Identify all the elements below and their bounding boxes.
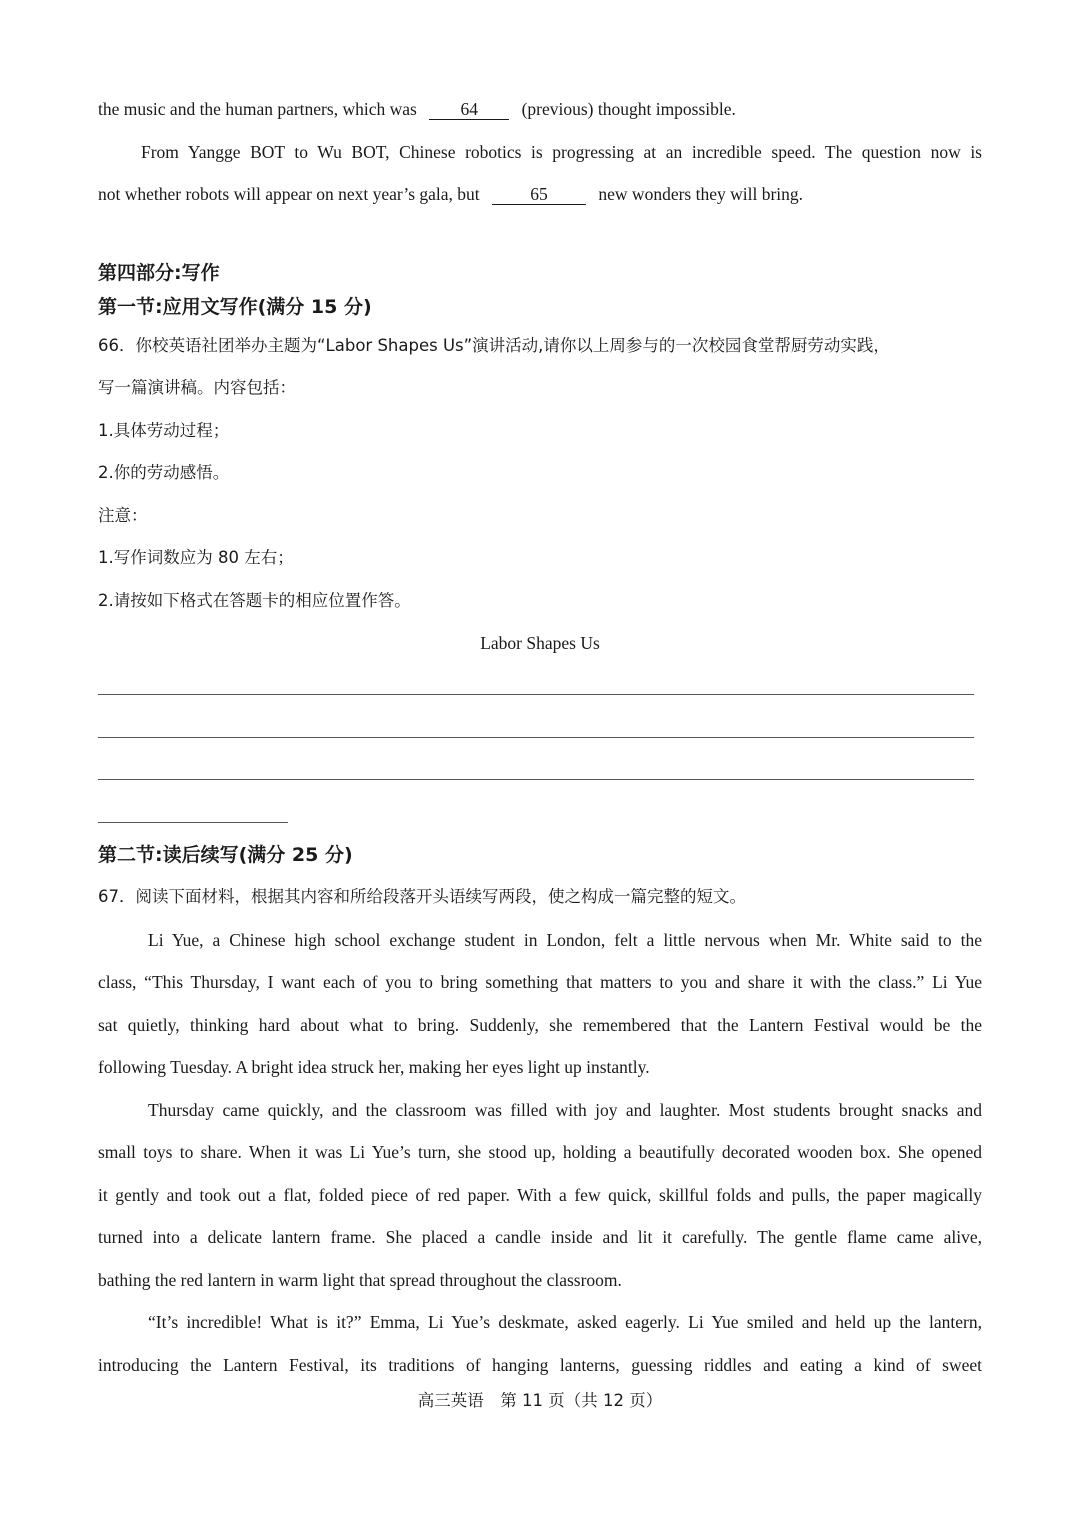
q67-instruction: 67．阅读下面材料，根据其内容和所给段落开头语续写两段，使之构成一篇完整的短文。 xyxy=(98,887,746,906)
note-1: 1.写作词数应为 80 左右； xyxy=(98,548,294,567)
q66-line-1: 66．你校英语社团举办主题为“Labor Shapes Us”演讲活动,请你以上周参与的一次校园食堂帮厨劳动实践， xyxy=(98,336,890,355)
essay-title: Labor Shapes Us xyxy=(480,633,600,653)
story-line: turned into a delicate lantern frame. She placed a candle inside and lit it carefully. The gentle flame came alive, xyxy=(98,1227,982,1247)
story-line: Li Yue, a Chinese high school exchange student in London, felt a little nervous when Mr. White said to the xyxy=(148,930,982,950)
page-footer: 高三英语 第 11 页（共 12 页） xyxy=(417,1391,663,1410)
passage-text: not whether robots will appear on next year’s gala, but xyxy=(98,184,480,204)
story-line: following Tuesday. A bright idea struck her, making her eyes light up instantly. xyxy=(98,1057,650,1077)
note-2: 2.请按如下格式在答题卡的相应位置作答。 xyxy=(98,591,411,610)
story-line: class, “This Thursday, I want each of you to bring something that matters to you and share it with the class.” Li Yue xyxy=(98,972,982,992)
note-label: 注意： xyxy=(98,506,148,525)
answer-line xyxy=(98,779,974,780)
story-line: sat quietly, thinking hard about what to bring. Suddenly, she remembered that the Lantern Festival would be the xyxy=(98,1015,982,1035)
passage-line-3 xyxy=(98,182,982,206)
blank-64: 64 xyxy=(429,99,509,120)
passage-text: new wonders they will bring. xyxy=(598,184,804,204)
passage-line-2: From Yangge BOT to Wu BOT, Chinese robotics is progressing at an incredible speed. The question now is xyxy=(141,142,982,162)
passage-line-1 xyxy=(98,97,982,121)
blank-65: 65 xyxy=(492,184,586,205)
q66-line-2: 写一篇演讲稿。内容包括： xyxy=(98,378,296,397)
story-line: bathing the red lantern in warm light that spread throughout the classroom. xyxy=(98,1270,622,1290)
story-line: small toys to share. When it was Li Yue’s turn, she stood up, holding a beautifully decorated wooden box. She opened xyxy=(98,1142,982,1162)
answer-line xyxy=(98,694,974,695)
story-line: it gently and took out a flat, folded piece of red paper. With a few quick, skillful folds and pulls, the paper magically xyxy=(98,1185,982,1205)
story-line: introducing the Lantern Festival, its traditions of hanging lanterns, guessing riddles and eating a kind of sweet xyxy=(98,1355,982,1375)
q66-item-1: 1.具体劳动过程； xyxy=(98,421,230,440)
answer-line xyxy=(98,737,974,738)
passage-text: (previous) thought impossible. xyxy=(521,99,736,119)
part4-title: 第四部分:写作 xyxy=(98,262,220,284)
passage-text: the music and the human partners, which was xyxy=(98,99,417,119)
answer-line xyxy=(98,822,288,823)
section2-title: 第二节:读后续写(满分 25 分) xyxy=(98,844,353,866)
q66-item-2: 2.你的劳动感悟。 xyxy=(98,463,230,482)
section1-title: 第一节:应用文写作(满分 15 分) xyxy=(98,296,372,318)
story-line: Thursday came quickly, and the classroom was filled with joy and laughter. Most students brought snacks and xyxy=(148,1100,982,1120)
story-line: “It’s incredible! What is it?” Emma, Li Yue’s deskmate, asked eagerly. Li Yue smiled and held up the lantern, xyxy=(148,1312,982,1332)
